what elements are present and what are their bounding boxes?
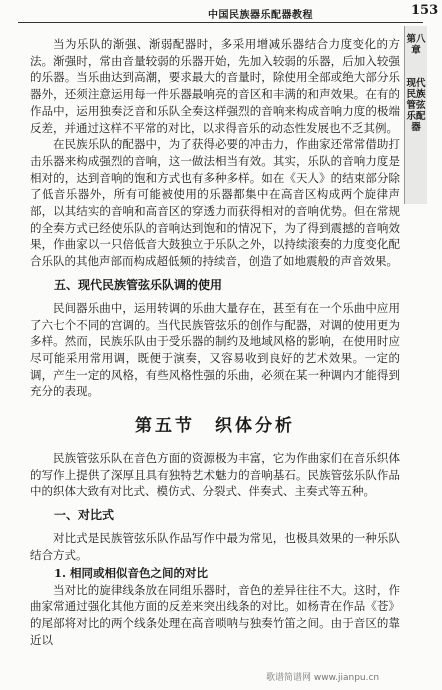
chapter-label: 第八章 <box>406 34 426 56</box>
header-rule <box>18 22 423 23</box>
running-title: 中国民族器乐配器教程 <box>208 10 313 21</box>
section-heading: 五、现代民族管弦乐队调的使用 <box>54 277 223 292</box>
paragraph: 在民族乐队的配器中，为了获得必要的冲击力，作曲家还常常借助打击乐器来构成强烈的音响，这一做法相当有效。其实，乐队的音响力度是相对的，达到音响的饱和方式也有多种多样。如在《天人》的结束部分除了低音乐器外，所有可能被使用的乐器都集中在高音区构成两个旋律声部，以其结实的音响和高音区的穿透力而获得相对的音响优势。但在常规的全奏方式已经使乐队的音响达到饱和的情况下，为了得到震撼的音响效果，作曲家以一只倍低音大鼓独立于乐队之外，以持续滚奏的力度变化配合乐队的其他声部而构成超低频的持续音，创造了如地震般的声音效果。 <box>30 137 400 269</box>
paragraph: 当对比的旋律线条放在同组乐器时，音色的差异往往不大。这时，作曲家常通过强化其他方面的反差来突出线条的对比。如杨青在作品《苍》的尾部将对比的两个线条处理在高音唢呐与独奏竹笛之间。由于音区的靠近以 <box>30 582 400 647</box>
site-watermark: 歌谱简谱网 www.jianpu.cn <box>266 673 380 683</box>
chapter-topic-label: 现代民族管弦乐配器 <box>406 78 426 133</box>
subsection-heading: 一、对比式 <box>54 508 115 523</box>
paragraph: 民族管弦乐队在音色方面的资源极为丰富，它为作曲家们在音乐织体的写作上提供了深厚且具有独特艺术魅力的音响基石。民族管弦乐队作品中的织体大致有对比式、模仿式、分裂式、伴奏式、主奏式等五种。 <box>30 451 400 499</box>
paragraph: 当为乐队的渐强、渐弱配器时，多采用增减乐器结合力度变化的方法。渐强时，常由音量较弱的乐器开始，先加入较弱的乐器，后加入较强的乐器。当乐曲达到高潮，要求最大的音量时，除使用全部或绝大部分乐器外，还须注意运用每一件乐器最响亮的音区和丰满的和声效果。在有的作品中，运用独奏泛音和乐队全奏这样强烈的音响来构成音响力度的极端反差，并通过这样不平常的对比，以求得音乐的动态性发展也不乏其例。 <box>30 37 400 135</box>
page-header <box>0 0 442 26</box>
page-number: 153 <box>411 3 439 18</box>
chapter-side-tab <box>404 26 427 204</box>
paragraph: 民间器乐曲中，运用转调的乐曲大量存在，甚至有在一个乐曲中应用了六七个不同的宫调的。当代民族管弦乐的创作与配器，对调的使用更为多样。然而，民族乐队由于受乐器的制约及地域风格的影响，在使用时应尽可能采用常用调，既便于演奏，又容易收到良好的艺术效果。一定的调，产生一定的风格，有些风格性强的乐曲，必须在某一种调内才能得到充分的表现。 <box>30 300 400 399</box>
paragraph: 对比式是民族管弦乐队作品写作中最为常见，也极具效果的一种乐队结合方式。 <box>30 531 400 562</box>
subsubsection-heading: 1. 相同或相似音色之间的对比 <box>54 565 209 580</box>
page-body <box>30 36 400 648</box>
section-title: 第五节 织体分析 <box>135 416 295 437</box>
